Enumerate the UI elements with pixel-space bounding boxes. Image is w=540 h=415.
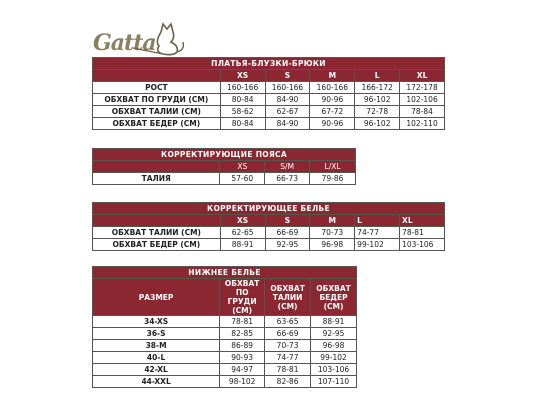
cell: 74-77 — [355, 227, 400, 239]
cell: 90-96 — [310, 118, 355, 130]
cell: 66-73 — [265, 173, 310, 185]
cell: 160-166 — [220, 82, 265, 94]
row-label: ОБХВАТ ПО ГРУДИ (СМ) — [93, 94, 221, 106]
cell: 86-89 — [220, 340, 265, 352]
cell: 92-95 — [265, 239, 310, 251]
table-row — [93, 106, 445, 118]
cell: 107-110 — [311, 376, 357, 388]
cell: 90-93 — [220, 352, 265, 364]
size-table-underwear — [92, 266, 357, 388]
cell: 70-73 — [310, 227, 355, 239]
table-title: ПЛАТЬЯ-БЛУЗКИ-БРЮКИ — [93, 58, 445, 70]
size-header: XL — [400, 215, 445, 227]
cell: 70-73 — [265, 340, 311, 352]
cell: 67-72 — [310, 106, 355, 118]
header-blank — [93, 161, 220, 173]
cell: 102-110 — [400, 118, 445, 130]
row-label: ОБХВАТ ТАЛИИ (СМ) — [93, 106, 221, 118]
cell: 84-90 — [265, 118, 310, 130]
size-header: M — [310, 70, 355, 82]
cell: 103-106 — [311, 364, 357, 376]
cell: 79-86 — [310, 173, 356, 185]
size-table-corrective-underwear — [92, 202, 445, 251]
cell: 82-85 — [220, 328, 265, 340]
cell: 78-81 — [400, 227, 445, 239]
cell: 96-102 — [355, 118, 400, 130]
cell: 78-84 — [400, 106, 445, 118]
size-header: XS — [220, 161, 265, 173]
row-label: ТАЛИЯ — [93, 173, 220, 185]
size-header: XS — [220, 215, 265, 227]
table-row — [93, 316, 357, 328]
size-header: XL — [400, 70, 445, 82]
cell: 82-86 — [265, 376, 311, 388]
size-header: L — [355, 215, 400, 227]
cell: 96-98 — [311, 340, 357, 352]
cell: 62-67 — [265, 106, 310, 118]
cell: 103-106 — [400, 239, 445, 251]
logo-text: Gatta — [93, 30, 156, 56]
cell: 63-65 — [265, 316, 311, 328]
header-blank — [93, 215, 221, 227]
cell: 74-77 — [265, 352, 311, 364]
cell: 166-172 — [355, 82, 400, 94]
size-header: XS — [220, 70, 265, 82]
table-row — [93, 94, 445, 106]
cell: 160-166 — [310, 82, 355, 94]
row-label: 36-S — [93, 328, 220, 340]
size-table-corrective-belts — [92, 148, 356, 185]
cell: 58-62 — [220, 106, 265, 118]
column-header: ОБХВАТ ТАЛИИ (СМ) — [265, 279, 311, 316]
row-label: 42-XL — [93, 364, 220, 376]
cell: 80-84 — [220, 118, 265, 130]
cell: 90-96 — [310, 94, 355, 106]
table-row — [93, 82, 445, 94]
cell: 80-84 — [220, 94, 265, 106]
row-label: РОСТ — [93, 82, 221, 94]
cell: 94-97 — [220, 364, 265, 376]
cell: 57-60 — [220, 173, 265, 185]
row-label: 40-L — [93, 352, 220, 364]
cell: 98-102 — [220, 376, 265, 388]
table-row — [93, 173, 356, 185]
row-label: ОБХВАТ ТАЛИИ (СМ) — [93, 227, 221, 239]
table-row — [93, 239, 445, 251]
cell: 72-78 — [355, 106, 400, 118]
table-row — [93, 352, 357, 364]
cell: 99-102 — [311, 352, 357, 364]
row-label: 44-XXL — [93, 376, 220, 388]
size-header: S — [265, 70, 310, 82]
cell: 78-81 — [220, 316, 265, 328]
table-row — [93, 340, 357, 352]
table-title: НИЖНЕЕ БЕЛЬЕ — [93, 267, 357, 279]
cell: 96-98 — [310, 239, 355, 251]
table-title: КОРРЕКТИРУЮЩЕЕ БЕЛЬЕ — [93, 203, 445, 215]
column-header: ОБХВАТ ПО ГРУДИ (СМ) — [220, 279, 265, 316]
size-header: S/M — [265, 161, 310, 173]
table-row — [93, 328, 357, 340]
size-header: L/XL — [310, 161, 356, 173]
table-row — [93, 118, 445, 130]
cell: 102-106 — [400, 94, 445, 106]
row-label: 34-XS — [93, 316, 220, 328]
cell: 99-102 — [355, 239, 400, 251]
column-header: ОБХВАТ БЕДЕР (СМ) — [311, 279, 357, 316]
cell: 88-91 — [220, 239, 265, 251]
size-table-dresses — [92, 57, 445, 130]
cell: 66-69 — [265, 227, 310, 239]
table-title: КОРРЕКТИРУЮЩИЕ ПОЯСА — [93, 149, 356, 161]
cell: 96-102 — [355, 94, 400, 106]
table-row — [93, 376, 357, 388]
size-header: S — [265, 215, 310, 227]
row-label: ОБХВАТ БЕДЕР (СМ) — [93, 118, 221, 130]
cell: 78-81 — [265, 364, 311, 376]
table-row — [93, 364, 357, 376]
cell: 88-91 — [311, 316, 357, 328]
table-row — [93, 227, 445, 239]
cell: 92-95 — [311, 328, 357, 340]
brand-logo — [93, 18, 188, 58]
cell: 84-90 — [265, 94, 310, 106]
row-label: ОБХВАТ БЕДЕР (СМ) — [93, 239, 221, 251]
cat-icon — [133, 18, 188, 58]
size-header: M — [310, 215, 355, 227]
cell: 66-69 — [265, 328, 311, 340]
cell: 160-166 — [265, 82, 310, 94]
row-label: 38-M — [93, 340, 220, 352]
size-header: L — [355, 70, 400, 82]
cell: 172-178 — [400, 82, 445, 94]
header-blank — [93, 70, 221, 82]
column-header: РАЗМЕР — [93, 279, 220, 316]
cell: 62-65 — [220, 227, 265, 239]
